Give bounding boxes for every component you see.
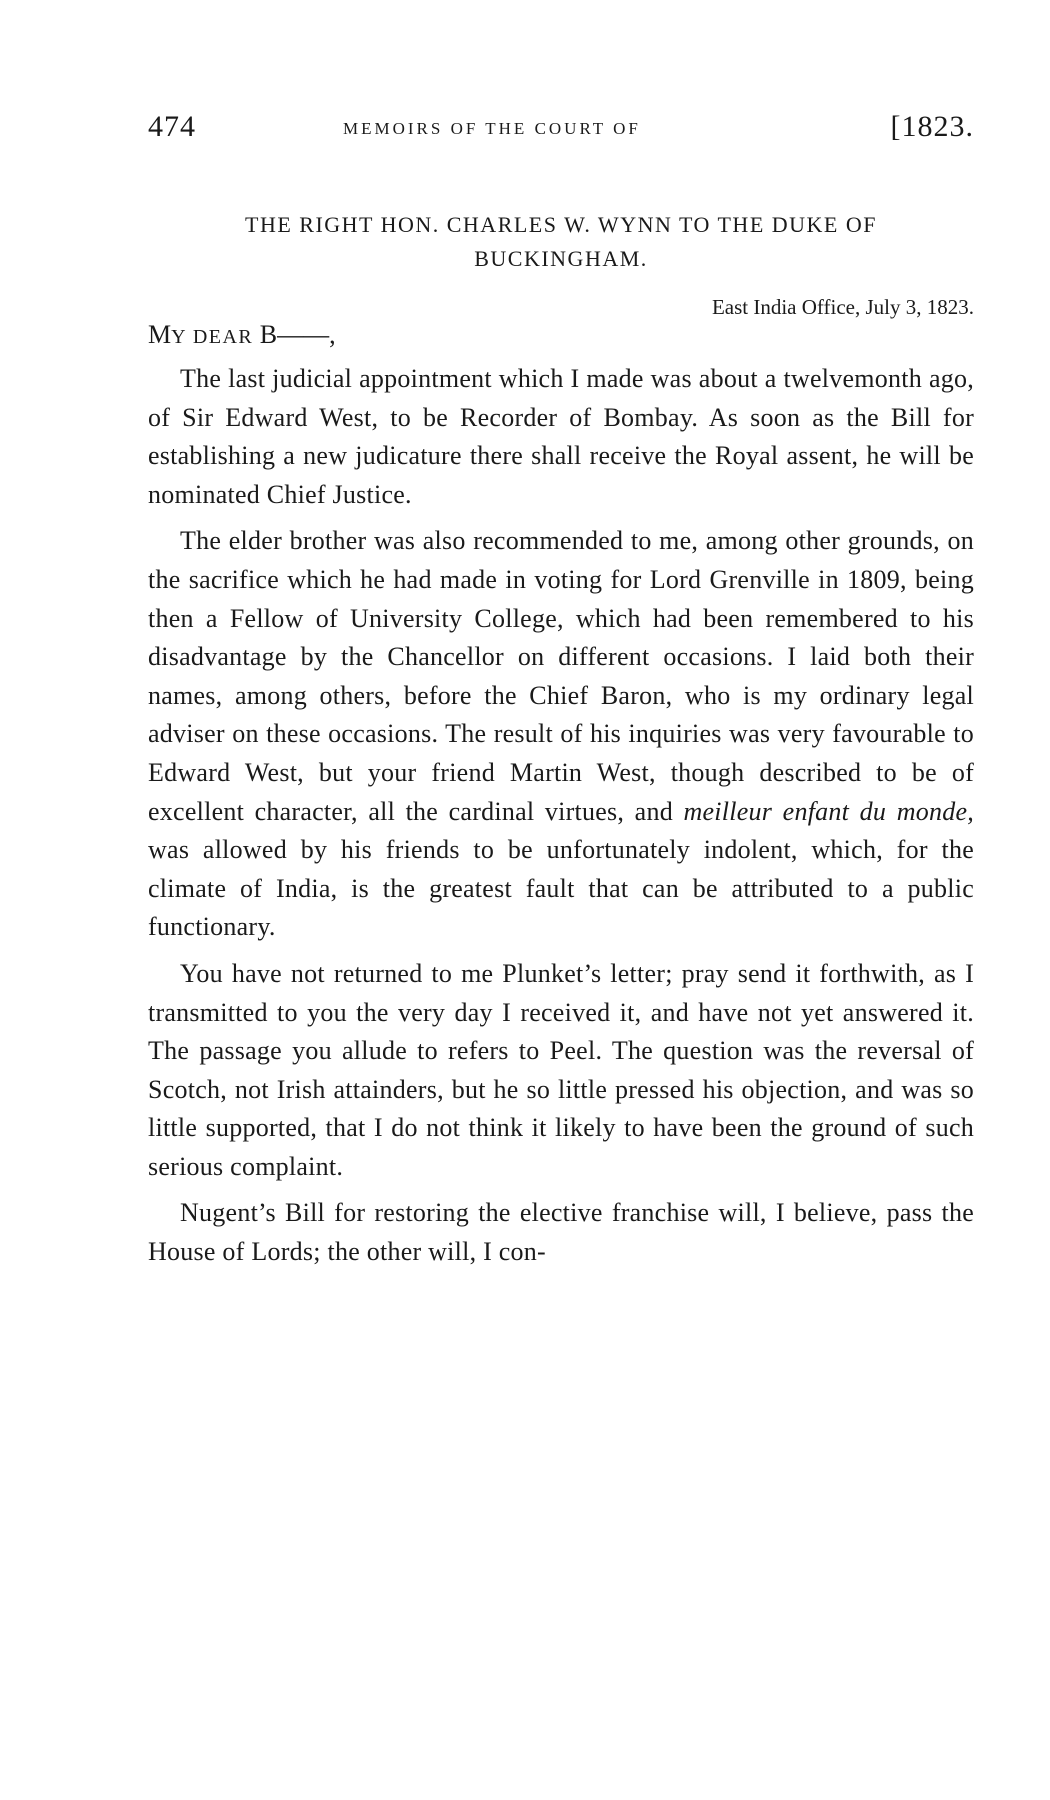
paragraph-2-text-a: The elder brother was also recommended to me, among other grounds, on the sacrifice which he had made in voting for Lord Grenville in 1809, being then a Fellow of University College, which had been remembered to his disadvantage by the Chancellor on different occasions. I laid both their names, among others, before the Chief Baron, who is my ordinary legal adviser on these occasions. The result of his inquiries was very favourable to Edward West, but your friend Martin West, though described to be of excellent character, all the cardinal virtues, and (148, 526, 974, 826)
salutation-small-caps: Y DEAR (171, 326, 254, 348)
paragraph-2-italic-phrase: meilleur enfant du monde, (683, 796, 975, 826)
letter-heading: THE RIGHT HON. CHARLES W. WYNN TO THE DUKE OF BUCKINGHAM. (245, 212, 877, 271)
letter-salutation (148, 318, 974, 354)
running-head (148, 110, 974, 150)
paragraph-4: Nugent’s Bill for restoring the elective franchise will, I believe, pass the House of Lords; the other will, I con- (148, 1198, 974, 1267)
paragraph-3: You have not returned to me Plunket’s letter; pray send it forthwith, as I transmitted to you the very day I received it, and have not yet answered it. The passage you allude to refers to Peel. The question was the reversal of Scotch, not Irish attainders, but he so little pressed his objection, and was so little supported, that I do not think it likely to have been the ground of such serious complaint. (148, 958, 974, 1181)
letter-dateline: East India Office, July 3, 1823. (711, 295, 974, 319)
running-title: MEMOIRS OF THE COURT OF (343, 119, 641, 138)
paragraph-2 (148, 522, 974, 947)
salutation-initial: M (148, 320, 172, 349)
paragraph-1: The last judicial appointment which I made was about a twelvemonth ago, of Sir Edward West, to be Recorder of Bombay. As soon as the Bill for establishing a new judicature there shall receive the Royal assent, he will be nominated Chief Justice. (148, 364, 974, 509)
letter-body (148, 360, 974, 1272)
book-page (148, 110, 974, 1280)
salutation-addressee: B——, (259, 320, 336, 349)
page-number: 474 (148, 110, 196, 143)
paragraph-2-text-b: was allowed by his friends to be unfortunately indolent, which, for the climate of India, is the greatest fault that can be attributed to a public functionary. (148, 835, 974, 942)
running-year: [1823. (890, 110, 974, 143)
